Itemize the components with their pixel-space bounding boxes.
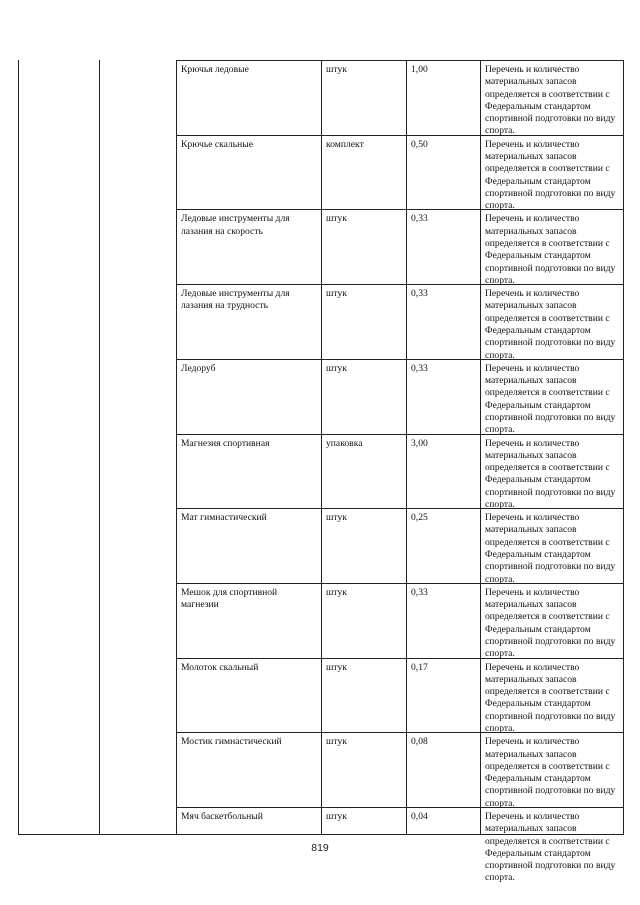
note-cell: Перечень и количество материальных запасов определяется в соответствии с Федеральным стандартом спортивной подготовки по виду спорта.	[485, 64, 616, 137]
note-cell: Перечень и количество материальных запасов определяется в соответствии с Федеральным стандартом спортивной подготовки по виду спорта.	[485, 138, 616, 212]
table-row	[176, 583, 623, 659]
table-row	[176, 284, 623, 360]
unit-cell: штук	[326, 512, 347, 524]
quantity-cell: 0,25	[411, 512, 428, 524]
quantity-cell: 0,08	[411, 736, 428, 748]
quantity-cell: 1,00	[411, 64, 428, 75]
note-cell: Перечень и количество материальных запасов определяется в соответствии с Федеральным стандартом спортивной подготовки по виду спорта.	[485, 586, 616, 660]
column-divider	[99, 60, 100, 834]
unit-cell: упаковка	[326, 437, 363, 449]
note-cell: Перечень и количество материальных запасов определяется в соответствии с Федеральным стандартом спортивной подготовки по виду спорта.	[485, 512, 616, 585]
note-cell: Перечень и количество материальных запасов определяется в соответствии с Федеральным стандартом спортивной подготовки по виду спорта.	[485, 661, 616, 735]
quantity-cell: 0,33	[411, 288, 428, 300]
note-cell: Перечень и количество материальных запасов определяется в соответствии с Федеральным стандартом спортивной подготовки по виду спорта.	[485, 736, 616, 809]
table-row	[176, 732, 623, 808]
quantity-cell: 0,33	[411, 362, 428, 374]
table-row	[176, 209, 623, 285]
note-cell: Перечень и количество материальных запасов определяется в соответствии с Федеральным стандартом спортивной подготовки по виду спорта.	[485, 362, 616, 436]
unit-cell: штук	[326, 362, 347, 374]
unit-cell: штук	[326, 811, 347, 822]
quantity-cell: 0,33	[411, 213, 428, 225]
table-row	[176, 60, 623, 136]
unit-cell: штук	[326, 288, 347, 300]
table-row	[176, 135, 623, 211]
quantity-cell: 0,50	[411, 138, 428, 150]
unit-cell: штук	[326, 736, 347, 748]
item-name-cell: Ледовые инструменты для лазания на трудность	[181, 288, 290, 312]
table-row	[176, 658, 623, 734]
note-cell: Перечень и количество материальных запасов определяется в соответствии с Федеральным стандартом спортивной подготовки по виду спорта.	[485, 437, 616, 510]
quantity-cell: 0,17	[411, 661, 428, 673]
item-name-cell: Ледовые инструменты для лазания на скорость	[181, 213, 290, 237]
unit-cell: штук	[326, 586, 347, 598]
unit-cell: штук	[326, 213, 347, 225]
item-name-cell: Магнезия спортивная	[181, 437, 270, 449]
note-cell: Перечень и количество материальных запасов определяется в соответствии с Федеральным стандартом спортивной подготовки по виду спорта.	[485, 811, 616, 884]
unit-cell: комплект	[326, 138, 364, 150]
item-name-cell: Мостик гимнастический	[181, 736, 282, 748]
table-row	[176, 434, 623, 510]
quantity-cell: 0,04	[411, 811, 428, 822]
item-name-cell: Мешок для спортивной магнезии	[181, 586, 278, 611]
quantity-cell: 3,00	[411, 437, 428, 449]
page-number: 819	[311, 842, 329, 854]
quantity-cell: 0,33	[411, 586, 428, 598]
item-name-cell: Мяч баскетбольный	[181, 811, 263, 822]
item-name-cell: Крючье скальные	[181, 138, 253, 150]
table-row	[176, 508, 623, 584]
unit-cell: штук	[326, 661, 347, 673]
table-row	[176, 359, 623, 435]
item-name-cell: Мат гимнастический	[181, 512, 267, 524]
item-name-cell: Крючья ледовые	[181, 64, 249, 75]
item-name-cell: Молоток скальный	[181, 661, 259, 673]
note-cell: Перечень и количество материальных запасов определяется в соответствии с Федеральным стандартом спортивной подготовки по виду спорта.	[485, 213, 616, 286]
note-cell: Перечень и количество материальных запасов определяется в соответствии с Федеральным стандартом спортивной подготовки по виду спорта.	[485, 288, 616, 361]
unit-cell: штук	[326, 64, 347, 75]
item-name-cell: Ледоруб	[181, 362, 216, 374]
